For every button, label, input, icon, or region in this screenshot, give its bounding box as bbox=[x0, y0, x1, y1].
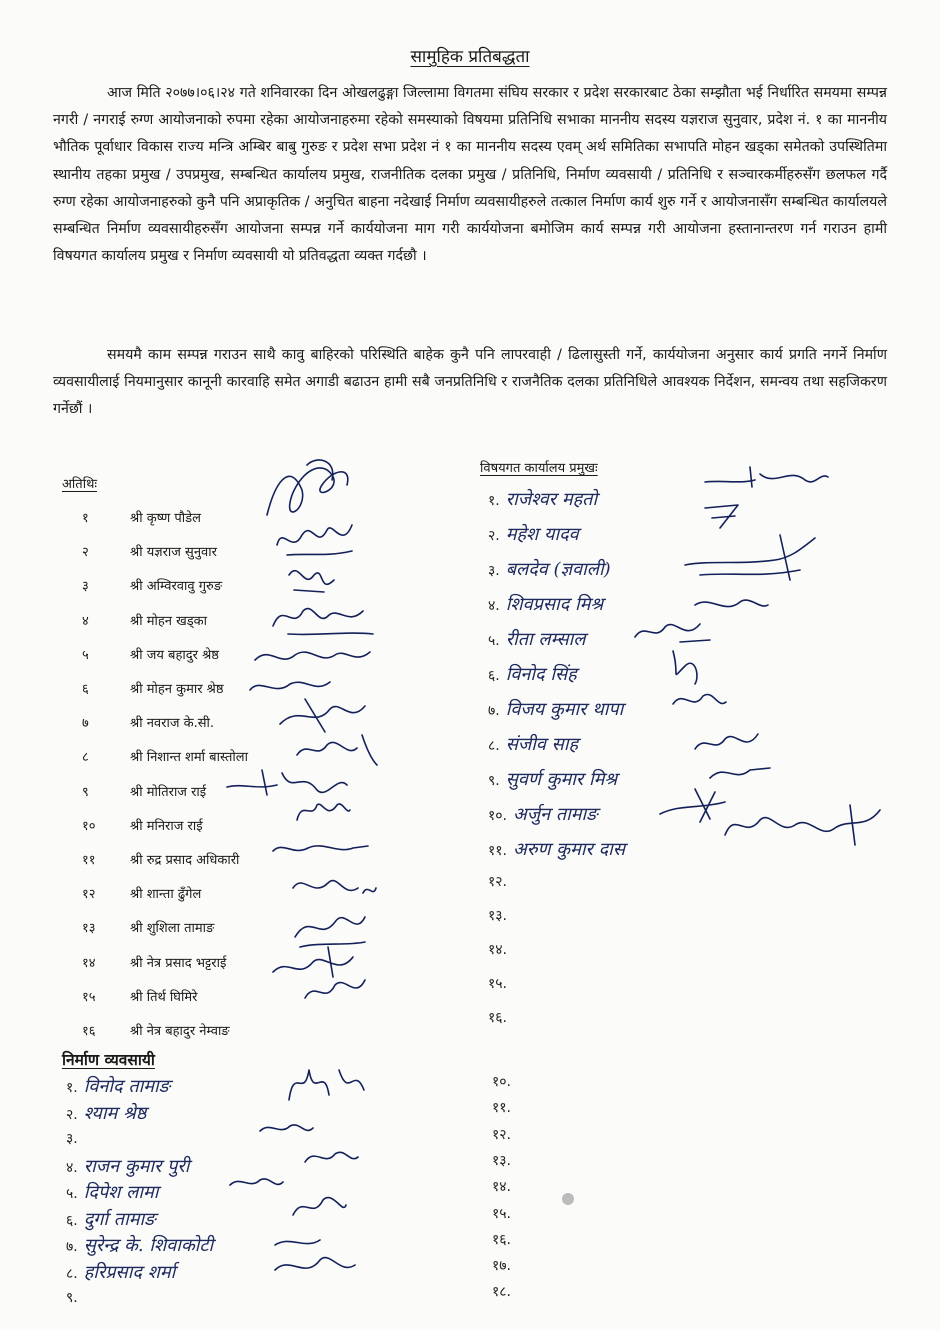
contractor-name: श्याम श्रेष्ठ bbox=[83, 1102, 147, 1124]
contractor-number: ४. bbox=[66, 1159, 78, 1176]
office-head-row bbox=[488, 837, 625, 867]
office-head-number: ६. bbox=[488, 668, 500, 684]
signature-contractor-5 bbox=[288, 1185, 348, 1225]
guest-number: १६ bbox=[82, 1024, 96, 1039]
guest-name: श्री शुशिला तामाङ bbox=[130, 921, 215, 937]
office-head-row bbox=[488, 732, 578, 762]
signature-guest-11 bbox=[268, 836, 373, 860]
contractor-name: विनोद तामाङ bbox=[83, 1076, 171, 1097]
office-head-number: १०. bbox=[488, 808, 508, 824]
office-head-name: संजीव साह bbox=[505, 734, 579, 755]
office-head-row bbox=[488, 662, 577, 692]
office-head-empty-number: १३. bbox=[488, 908, 508, 924]
guest-name: श्री शान्ता ढुँगेल bbox=[130, 887, 202, 903]
office-head-row bbox=[488, 592, 603, 622]
signature-contractor-6 bbox=[270, 1225, 360, 1285]
guest-number: ९ bbox=[82, 784, 89, 800]
guest-number: १३ bbox=[82, 921, 96, 937]
signature-contractor-1 bbox=[284, 1060, 369, 1115]
guests-heading: अतिथिः bbox=[62, 477, 98, 492]
office-head-row bbox=[488, 557, 611, 587]
office-head-name: शिवप्रसाद मिश्र bbox=[505, 594, 604, 615]
guest-name: श्री जय बहादुर श्रेष्ठ bbox=[130, 647, 219, 663]
office-head-empty-number: १४. bbox=[488, 942, 508, 958]
signature-guest-15 bbox=[300, 970, 370, 1008]
office-head-empty-number: १६. bbox=[488, 1010, 508, 1026]
guest-number: १२ bbox=[82, 887, 96, 903]
contractor-row bbox=[66, 1154, 189, 1184]
guest-number: ११ bbox=[82, 853, 96, 868]
office-head-row bbox=[488, 522, 579, 552]
guest-number: १४ bbox=[82, 955, 96, 971]
office-heads-heading: विषयगत कार्यालय प्रमुखः bbox=[480, 461, 598, 476]
contractor-row bbox=[66, 1260, 175, 1290]
contractor-empty-number: ११. bbox=[492, 1100, 512, 1117]
guest-number: ८ bbox=[82, 750, 89, 766]
office-head-row bbox=[488, 487, 597, 517]
contractor-name: राजन कुमार पुरी bbox=[83, 1155, 190, 1177]
guest-name: श्री यज्ञराज सुनुवार bbox=[130, 545, 217, 561]
contractor-row bbox=[66, 1127, 84, 1157]
contractor-row bbox=[66, 1233, 213, 1263]
office-head-number: ११. bbox=[488, 843, 508, 859]
office-head-number: ४. bbox=[488, 598, 500, 614]
signature-contractor-3 bbox=[300, 1142, 360, 1172]
signature-office-1 bbox=[700, 462, 830, 492]
office-head-row bbox=[488, 767, 617, 797]
contractor-name: दिपेश लामा bbox=[83, 1182, 159, 1203]
guest-name: श्री नेत्र प्रसाद भट्टराई bbox=[130, 955, 227, 971]
office-head-empty-number: १२. bbox=[488, 874, 508, 890]
signature-office-11 bbox=[720, 800, 885, 850]
office-head-name: बलदेव (ज्ञवाली) bbox=[505, 559, 611, 580]
guest-number: १ bbox=[82, 511, 89, 526]
contractor-number: ६. bbox=[66, 1212, 78, 1229]
contractor-empty-number: १८. bbox=[492, 1284, 512, 1301]
signature-guest-8 bbox=[292, 730, 382, 768]
signature-office-2 bbox=[700, 500, 745, 532]
office-head-row bbox=[488, 627, 586, 657]
signature-guest-5 bbox=[250, 640, 375, 672]
guest-name: श्री तिर्थ घिमिरे bbox=[130, 989, 198, 1005]
signature-contractor-2 bbox=[255, 1116, 315, 1141]
office-head-empty-number: १५. bbox=[488, 976, 508, 992]
guest-number: ४ bbox=[82, 613, 89, 629]
office-head-name: महेश यादव bbox=[505, 524, 579, 545]
guest-number: ७ bbox=[82, 716, 89, 732]
office-head-number: २. bbox=[488, 528, 500, 544]
office-head-row bbox=[488, 802, 598, 832]
contractor-number: ९. bbox=[66, 1290, 78, 1306]
guest-name: श्री कृष्ण पौडेल bbox=[130, 511, 201, 526]
ink-speck bbox=[562, 1193, 574, 1205]
contractor-name: हरिप्रसाद शर्मा bbox=[83, 1261, 176, 1283]
guest-name: श्री मोहन खड्का bbox=[130, 613, 208, 629]
office-head-name: अरुण कुमार दास bbox=[513, 839, 625, 860]
office-head-number: ५. bbox=[488, 633, 500, 649]
guest-number: ६ bbox=[82, 682, 89, 697]
signature-guest-3 bbox=[284, 560, 344, 600]
contractor-row bbox=[66, 1074, 170, 1104]
document-title: सामुहिक प्रतिबद्धता bbox=[410, 47, 530, 67]
guest-number: २ bbox=[82, 545, 89, 561]
office-head-row bbox=[488, 697, 623, 727]
signature-guest-4 bbox=[268, 596, 378, 641]
contractor-row bbox=[66, 1180, 158, 1210]
office-head-number: ८. bbox=[488, 738, 500, 754]
contractor-number: ८. bbox=[66, 1265, 78, 1282]
contractor-number: १. bbox=[66, 1080, 78, 1096]
contractor-empty-number: १४. bbox=[492, 1179, 512, 1196]
guest-name: श्री नवराज के.सी. bbox=[130, 716, 215, 732]
office-head-name: विनोद सिंह bbox=[505, 664, 577, 685]
contractor-number: ५. bbox=[66, 1186, 78, 1202]
signature-guest-10 bbox=[292, 795, 352, 825]
guest-name: श्री निशान्त शर्मा बास्तोला bbox=[130, 750, 248, 766]
contractor-empty-number: १६. bbox=[492, 1231, 512, 1248]
guest-name: श्री मोहन कुमार श्रेष्ठ bbox=[130, 682, 224, 697]
commitment-paragraph-1: आज मिति २०७७।०६।२४ गते शनिवारका दिन ओखलढुङ्गा जिल्लामा विगतमा संघिय सरकार र प्रदेश सरकारबाट ठेका सम्झौता भई निर्धारित समयमा सम्पन्न नगरी / नगराई रुग्ण आयोजनाको रुपमा रहेका आयोजनाहरुमा रहेको समस्याको विषयमा प्रतिनिधि सभाका माननीय सदस्य यज्ञराज सुनुवार, प्रदेश नं. १ का माननीय भौतिक पूर्वाधार विकास राज्य मन्त्रि अम्बिर बाबु गुरुङ र प्रदेश सभा प्रदेश नं १ का माननीय सदस्य एवम् अर्थ समितिका सभापति मोहन खड्का समेतको उपस्थितिमा स्थानीय तहका प्रमुख / उपप्रमुख, सम्बन्धित कार्यालय प्रमुख, राजनीतिक दलका प्रमुख / प्रतिनिधि, निर्माण व्यवसायी / प्रतिनिधि र सञ्चारकर्मीहरुसँग छलफल गर्दै रुग्ण रहेका आयोजनाहरुको कुनै पनि अप्राकृतिक / अनुचित बाहना नदेखाई निर्माण व्यवसायीहरुले तत्काल निर्माण कार्य शुरु गर्ने र आयोजनासँग सम्बन्धित कार्यालयले सम्बन्धित निर्माण व्यवसायीहरुसँग आयोजना सम्पन्न गर्ने कार्ययोजना माग गरी कार्ययोजना बमोजिम कार्य सम्पन्न गरी आयोजना हस्तानान्तरण गर्न गराउन हामी विषयगत कार्यालय प्रमुख र निर्माण व्यवसायी यो प्रतिवद्धता व्यक्त गर्दछौ । bbox=[53, 85, 887, 265]
office-head-number: १. bbox=[488, 493, 500, 509]
contractor-row bbox=[66, 1207, 156, 1237]
signature-office-3 bbox=[680, 530, 825, 585]
signature-office-6 bbox=[665, 646, 705, 686]
contractor-row bbox=[66, 1286, 84, 1316]
guest-name: श्री अम्विरवावु गुरुङ bbox=[130, 579, 223, 595]
office-head-number: ९. bbox=[488, 773, 500, 789]
guest-name: श्री मोतिराज राई bbox=[130, 784, 207, 800]
signature-guest-2 bbox=[272, 515, 362, 560]
guest-number: ३ bbox=[82, 579, 89, 595]
guest-name: श्री मनिराज राई bbox=[130, 818, 203, 834]
contractor-empty-number: १०. bbox=[492, 1074, 512, 1090]
signature-office-7 bbox=[668, 684, 728, 716]
contractor-empty-number: १३. bbox=[492, 1152, 512, 1169]
contractor-empty-number: १७. bbox=[492, 1258, 512, 1275]
guest-number: १५ bbox=[82, 989, 96, 1005]
contractor-name: दुर्गा तामाङ bbox=[83, 1208, 156, 1230]
office-head-number: ७. bbox=[488, 703, 500, 719]
contractor-number: २. bbox=[66, 1106, 78, 1123]
contractor-number: ३. bbox=[66, 1131, 78, 1147]
office-head-name: विजय कुमार थापा bbox=[505, 699, 624, 720]
contractor-name: सुरेन्द्र के. शिवाकोटी bbox=[83, 1235, 214, 1256]
contractor-number: ७. bbox=[66, 1239, 78, 1255]
office-head-name: अर्जुन तामाङ bbox=[513, 804, 598, 825]
signature-contractor-4 bbox=[225, 1170, 285, 1195]
guest-number: १० bbox=[82, 818, 96, 834]
office-head-name: रीता लम्साल bbox=[505, 629, 586, 650]
office-head-name: राजेश्वर महतो bbox=[505, 489, 598, 510]
contractor-empty-number: १२. bbox=[492, 1126, 512, 1143]
guest-name: श्री नेत्र बहादुर नेम्वाङ bbox=[130, 1024, 230, 1039]
guest-number: ५ bbox=[82, 647, 89, 663]
office-head-name: सुवर्ण कुमार मिश्र bbox=[505, 769, 618, 790]
commitment-paragraph-2: समयमै काम सम्पन्न गराउन साथै कावु बाहिरको परिस्थिति बाहेक कुनै पनि लापरवाही / ढिलासुस्ती गर्ने, कार्ययोजना अनुसार कार्य प्रगति नगर्ने निर्माण व्यवसायीलाई नियमानुसार कानूनी कारवाहि समेत अगाडी बढाउन हामी सबै जनप्रतिनिधि र राजनैतिक दलका प्रतिनिधिले आवश्यक निर्देशन, समन्वय तथा सहजिकरण गर्नेछौं । bbox=[53, 347, 887, 418]
office-head-number: ३. bbox=[488, 563, 500, 579]
guest-name: श्री रुद्र प्रसाद अधिकारी bbox=[130, 853, 240, 868]
contractor-row bbox=[66, 1101, 146, 1131]
contractor-empty-number: १५. bbox=[492, 1205, 512, 1222]
contractors-heading: निर्माण व्यवसायी bbox=[62, 1051, 155, 1069]
